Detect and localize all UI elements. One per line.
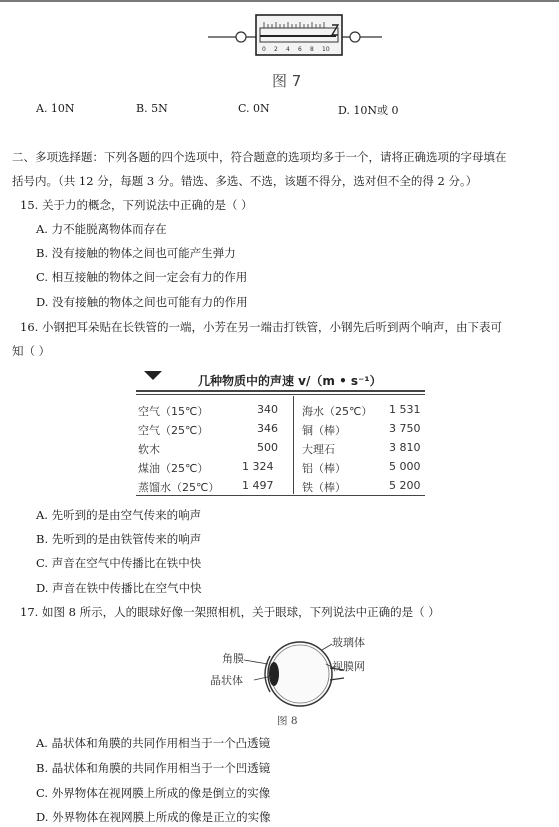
table-title: 几种物质中的声速 v/（m • s⁻¹） xyxy=(198,374,382,388)
sound-speed-table xyxy=(136,368,425,498)
q16-option-a: A. 先听到的是由空气传来的响声 xyxy=(36,508,202,522)
figure-7-caption: 图 7 xyxy=(272,72,302,90)
q14-option-a: A. 10N xyxy=(36,102,75,115)
q15-option-a: A. 力不能脱离物体而存在 xyxy=(36,222,167,236)
eyeball-figure xyxy=(210,634,380,712)
q15-option-b: B. 没有接触的物体之间也可能产生弹力 xyxy=(36,246,236,260)
spring-scale-figure xyxy=(208,10,382,62)
q15-stem: 15. 关于力的概念，下列说法中正确的是（ ） xyxy=(20,198,253,212)
q14-option-c: C. 0N xyxy=(238,102,270,115)
top-border-line xyxy=(0,0,559,2)
table-cell: 软木 xyxy=(138,443,160,456)
eye-label-cornea: 角膜 xyxy=(222,652,244,665)
table-cell: 5 200 xyxy=(389,479,421,492)
q16-option-c: C. 声音在空气中传播比在铁中快 xyxy=(36,556,202,570)
table-cell: 340 xyxy=(257,403,278,416)
table-cell: 铝（棒） xyxy=(302,462,346,475)
scale-mark-label: 2 xyxy=(274,46,278,53)
section-2-heading-line2: 括号内。（共 12 分，每题 3 分。错选、多选、不选，该题不得分，选对但不全的得 2 分。） xyxy=(12,174,478,188)
q15-option-c: C. 相互接触的物体之间一定会有力的作用 xyxy=(36,270,248,284)
q16-option-d: D. 声音在铁中传播比在空气中快 xyxy=(36,581,202,595)
table-cell: 5 000 xyxy=(389,460,421,473)
table-cell: 空气（15℃） xyxy=(138,405,209,418)
table-cell: 3 810 xyxy=(389,441,421,454)
eye-label-vitreous: 玻璃体 xyxy=(332,636,365,649)
triangle-marker-icon xyxy=(144,371,162,380)
q17-option-c: C. 外界物体在视网膜上所成的像是倒立的实像 xyxy=(36,786,271,800)
table-cell: 1 497 xyxy=(242,479,274,492)
table-bottom-rule xyxy=(136,495,425,496)
table-cell: 铁（棒） xyxy=(302,481,346,494)
q16-stem-line2: 知（ ） xyxy=(12,344,51,358)
table-cell: 煤油（25℃） xyxy=(138,462,209,475)
eye-label-retina: 视膜网 xyxy=(332,660,365,673)
table-divider xyxy=(293,396,294,494)
table-top-rule-thin xyxy=(136,394,425,395)
table-cell: 1 531 xyxy=(389,403,421,416)
q14-option-d: D. 10N或 0 xyxy=(338,104,399,117)
scale-mark-label: 6 xyxy=(298,46,302,53)
q16-stem-line1: 16. 小钢把耳朵贴在长铁管的一端，小芳在另一端击打铁管，小钢先后听到两个响声，由下表可 xyxy=(20,320,502,334)
section-2-heading-line1: 二、多项选择题：下列各题的四个选项中，符合题意的选项均多于一个，请将正确选项的字母填在 xyxy=(12,150,507,164)
eye-label-lens: 晶状体 xyxy=(210,674,243,687)
scale-mark-label: 0 xyxy=(262,46,266,53)
figure-8-caption: 图 8 xyxy=(277,715,298,727)
scale-mark-label: 10 xyxy=(322,46,330,53)
table-cell: 1 324 xyxy=(242,460,274,473)
q17-option-a: A. 晶状体和角膜的共同作用相当于一个凸透镜 xyxy=(36,736,271,750)
table-cell: 500 xyxy=(257,441,278,454)
scale-mark-label: 4 xyxy=(286,46,290,53)
q15-option-d: D. 没有接触的物体之间也可能有力的作用 xyxy=(36,295,248,309)
table-cell: 空气（25℃） xyxy=(138,424,209,437)
table-cell: 蒸馏水（25℃） xyxy=(138,481,220,494)
q17-option-d: D. 外界物体在视网膜上所成的像是正立的实像 xyxy=(36,810,271,824)
q17-stem: 17. 如图 8 所示，人的眼球好像一架照相机，关于眼球，下列说法中正确的是（ ） xyxy=(20,605,440,619)
table-cell: 3 750 xyxy=(389,422,421,435)
table-cell: 海水（25℃） xyxy=(302,405,373,418)
q14-option-b: B. 5N xyxy=(136,102,168,115)
q17-option-b: B. 晶状体和角膜的共同作用相当于一个凹透镜 xyxy=(36,761,271,775)
table-top-rule xyxy=(136,390,425,392)
scale-mark-label: 8 xyxy=(310,46,314,53)
table-cell: 346 xyxy=(257,422,278,435)
table-cell: 铜（棒） xyxy=(302,424,346,437)
table-cell: 大理石 xyxy=(302,443,335,456)
q16-option-b: B. 先听到的是由铁管传来的响声 xyxy=(36,532,202,546)
